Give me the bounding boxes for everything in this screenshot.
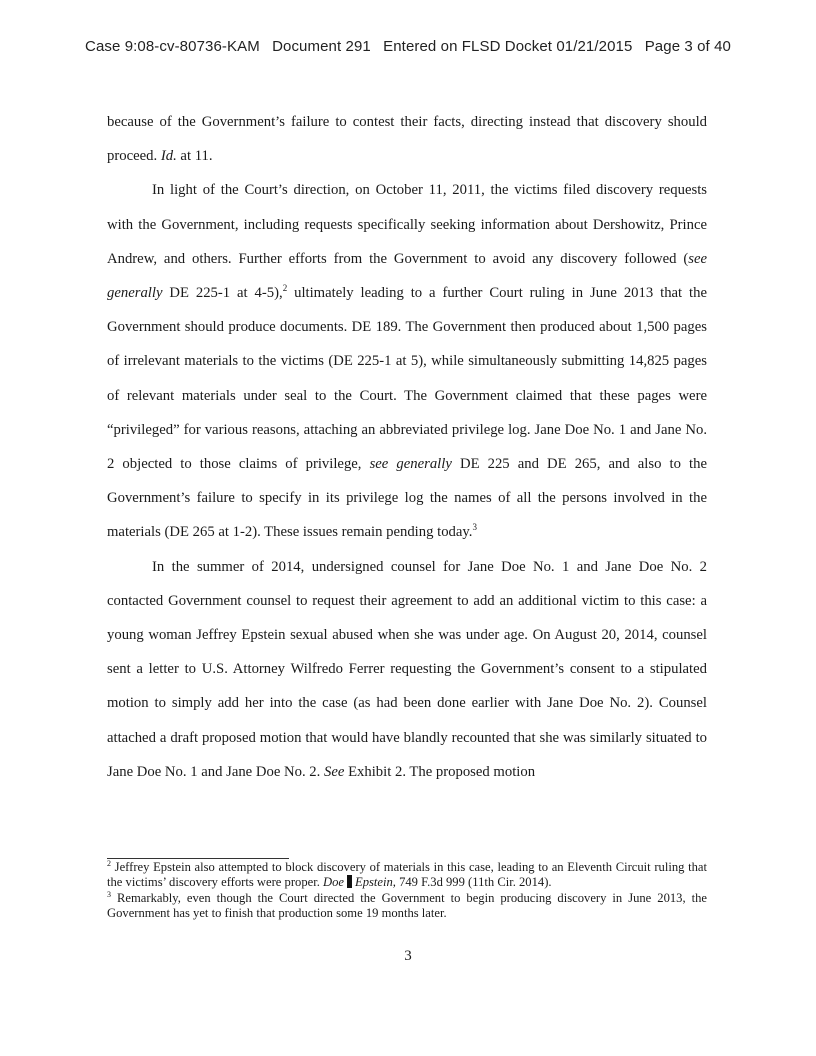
ecf-header [0,38,816,55]
body-text [107,105,707,789]
footnote-3: $^3$ Remarkably, even though the Court directed the Government to begin producing discovery in June 2013, the Government has yet to finish that production some 19 months later. [107,889,707,921]
page-number: 3 [404,948,412,964]
page-count: Page 3 of 40 [644,38,731,55]
paragraph-3: In the summer of 2014, undersigned counsel for Jane Doe No. 1 and Jane Doe No. 2 contacted Government counsel to request their agreement to add an additional victim to this case: a young woman Jeffrey Epstein sexual abused when she was under age. On August 20, 2014, counsel sent a letter to U.S. Attorney Wilfredo Ferrer requesting the Government’s consent to a stipulated motion to simply add her into the case (as had been done earlier with Jane Doe No. 2). Counsel attached a draft proposed motion that would have blandly recounted that she was similarly situated to Jane Doe No. 1 and Jane Doe No. 2. See Exhibit 2. The proposed motion [107,558,707,780]
footnote-ref-2: 2 [282,283,288,294]
redaction-mark [347,875,352,888]
footnote-ref-3: 3 [472,522,477,533]
paragraph-2: In light of the Court’s direction, on October 11, 2011, the victims filed discovery requests with the Government, including requests specifically seeking information about Dershowitz, Prince Andrew, and others. Further efforts from the Government to avoid any discovery followed (see generally DE 225-1 at 4-5),$^2$ ultimately leading to a further Court ruling in June 2013 that the Government should produce documents. DE 189. The Government then produced about 1,500 pages of irrelevant materials to the victims (DE 225-1 at 5), while simultaneously submitting 14,825 pages of relevant materials under seal to the Court. The Government claimed that these pages were “privileged” for various reasons, attaching an abbreviated privilege log. Jane Doe No. 1 and Jane No. 2 objected to those claims of privilege, see generally DE 225 and DE 265, and also to the Government’s failure to specify in its privilege log the names of all the persons involved in the materials (DE 265 at 1-2). These issues remain pending today.$^3$ [107,182,707,541]
case-number: Case 9:08-cv-80736-KAM [85,38,260,55]
entered-date: Entered on FLSD Docket 01/21/2015 [383,38,633,55]
document-number: Document 291 [272,38,371,55]
footnote-divider [107,858,289,859]
paragraph-1: because of the Government’s failure to contest their facts, directing instead that discovery should proceed. Id. at 11. [107,114,707,165]
footnote-2: $^2$ Jeffrey Epstein also attempted to block discovery of materials in this case, leading to an Eleventh Circuit ruling that the victims’ discovery efforts were proper. Doe Epstein, 749 F.3d 999 (11th Cir. 2014). [107,858,707,890]
footnotes [107,860,707,922]
